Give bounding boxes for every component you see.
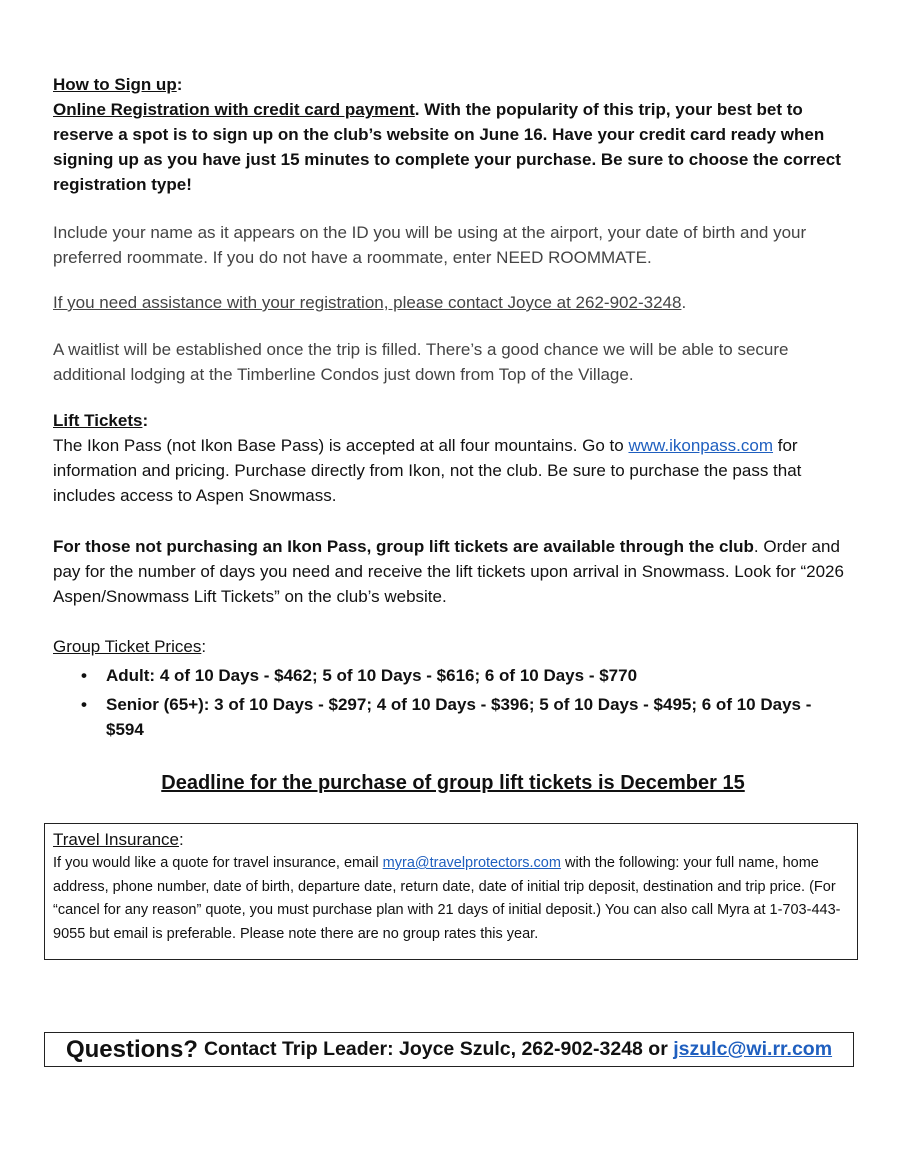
questions-box [44,1032,854,1067]
price-senior: Senior (65+): 3 of 10 Days - $297; 4 of 10 Days - $396; 5 of 10 Days - $495; 6 of 10 Days - $594 [106,695,812,739]
signup-heading: How to Sign up [53,75,177,94]
prices-heading: Group Ticket Prices [53,637,202,656]
questions-text: Contact Trip Leader: Joyce Szulc, 262-902-3248 or [203,1038,674,1060]
bullet-icon: • [81,666,87,685]
group-tickets-text: . Order and pay for the number of days you need and receive the lift tickets upon arrival in Snowmass. Look for “2026 Aspen/Snowmass Lift Tickets” on the club’s website. [53,537,844,606]
travel-insurance-box [44,823,858,960]
ikon-paragraph [53,433,853,508]
assistance-period: . [681,293,687,312]
id-instructions: Include your name as it appears on the ID you will be using at the airport, your date of birth and your preferred roommate. If you do not have a roommate, enter NEED ROOMMATE. [53,223,807,267]
signup-heading-colon: : [176,75,183,94]
lift-heading-colon: : [142,411,149,430]
ikonpass-link[interactable]: www.ikonpass.com [628,436,774,455]
list-item [53,692,853,742]
insurance-text-2: with the following: your full name, home address, phone number, date of birth, departure date, return date, date of initial trip deposit, destination and trip price. (For “cancel for any reason” quote, you must purchase plan with 21 days of initial deposit.) You can also call Myra at 1-703-443-9055 but email is preferable. Please note there are no group rates this year. [53,855,841,942]
lift-tickets-section [53,408,853,508]
ikon-text-2: for information and pricing. Purchase directly from Ikon, not the club. Be sure to purchase the pass that includes access to Aspen Snowmass. [53,436,802,505]
lift-heading-line [53,408,853,433]
prices-section [53,634,853,746]
lift-heading: Lift Tickets [53,411,143,430]
ticket-price-list [53,663,853,742]
insurance-body [53,852,851,946]
group-tickets-paragraph [53,534,853,609]
online-registration-paragraph [53,97,853,197]
price-adult: Adult: 4 of 10 Days - $462; 5 of 10 Days - $616; 6 of 10 Days - $770 [106,666,638,685]
list-item [53,663,853,688]
waitlist-paragraph: A waitlist will be established once the trip is filled. There’s a good chance we will be able to secure additional lodging at the Timberline Condos just down from Top of the Village. [53,340,789,384]
signup-section [53,72,853,197]
deadline-notice: Deadline for the purchase of group lift tickets is December 15 [161,772,745,794]
group-tickets-bold: For those not purchasing an Ikon Pass, group lift tickets are available through the club [53,537,754,556]
questions-heading: Questions? [65,1035,198,1063]
insurance-email-link[interactable]: myra@travelprotectors.com [382,855,561,871]
trip-leader-email-link[interactable]: jszulc@wi.rr.com [673,1038,833,1060]
bullet-icon: • [81,695,87,714]
insurance-heading: Travel Insurance [53,830,179,849]
online-registration-label: Online Registration with credit card payment [53,100,415,119]
insurance-heading-colon: : [178,830,184,849]
signup-heading-line [53,72,853,97]
insurance-text-1: If you would like a quote for travel insurance, email [53,855,383,871]
insurance-heading-line [53,828,851,852]
prices-heading-line [53,634,853,659]
ikon-text-1: The Ikon Pass (not Ikon Base Pass) is accepted at all four mountains. Go to [53,436,629,455]
assistance-text: If you need assistance with your registration, please contact Joyce at 262-902-3248 [53,293,682,312]
prices-heading-colon: : [201,637,207,656]
assistance-paragraph [53,290,853,315]
online-registration-text: . With the popularity of this trip, your best bet to reserve a spot is to sign up on the club’s website on June 16. Have your credit card ready when signing up as you have just 15 minutes to complete your purchase. Be sure to choose the correct registration type! [53,100,841,194]
